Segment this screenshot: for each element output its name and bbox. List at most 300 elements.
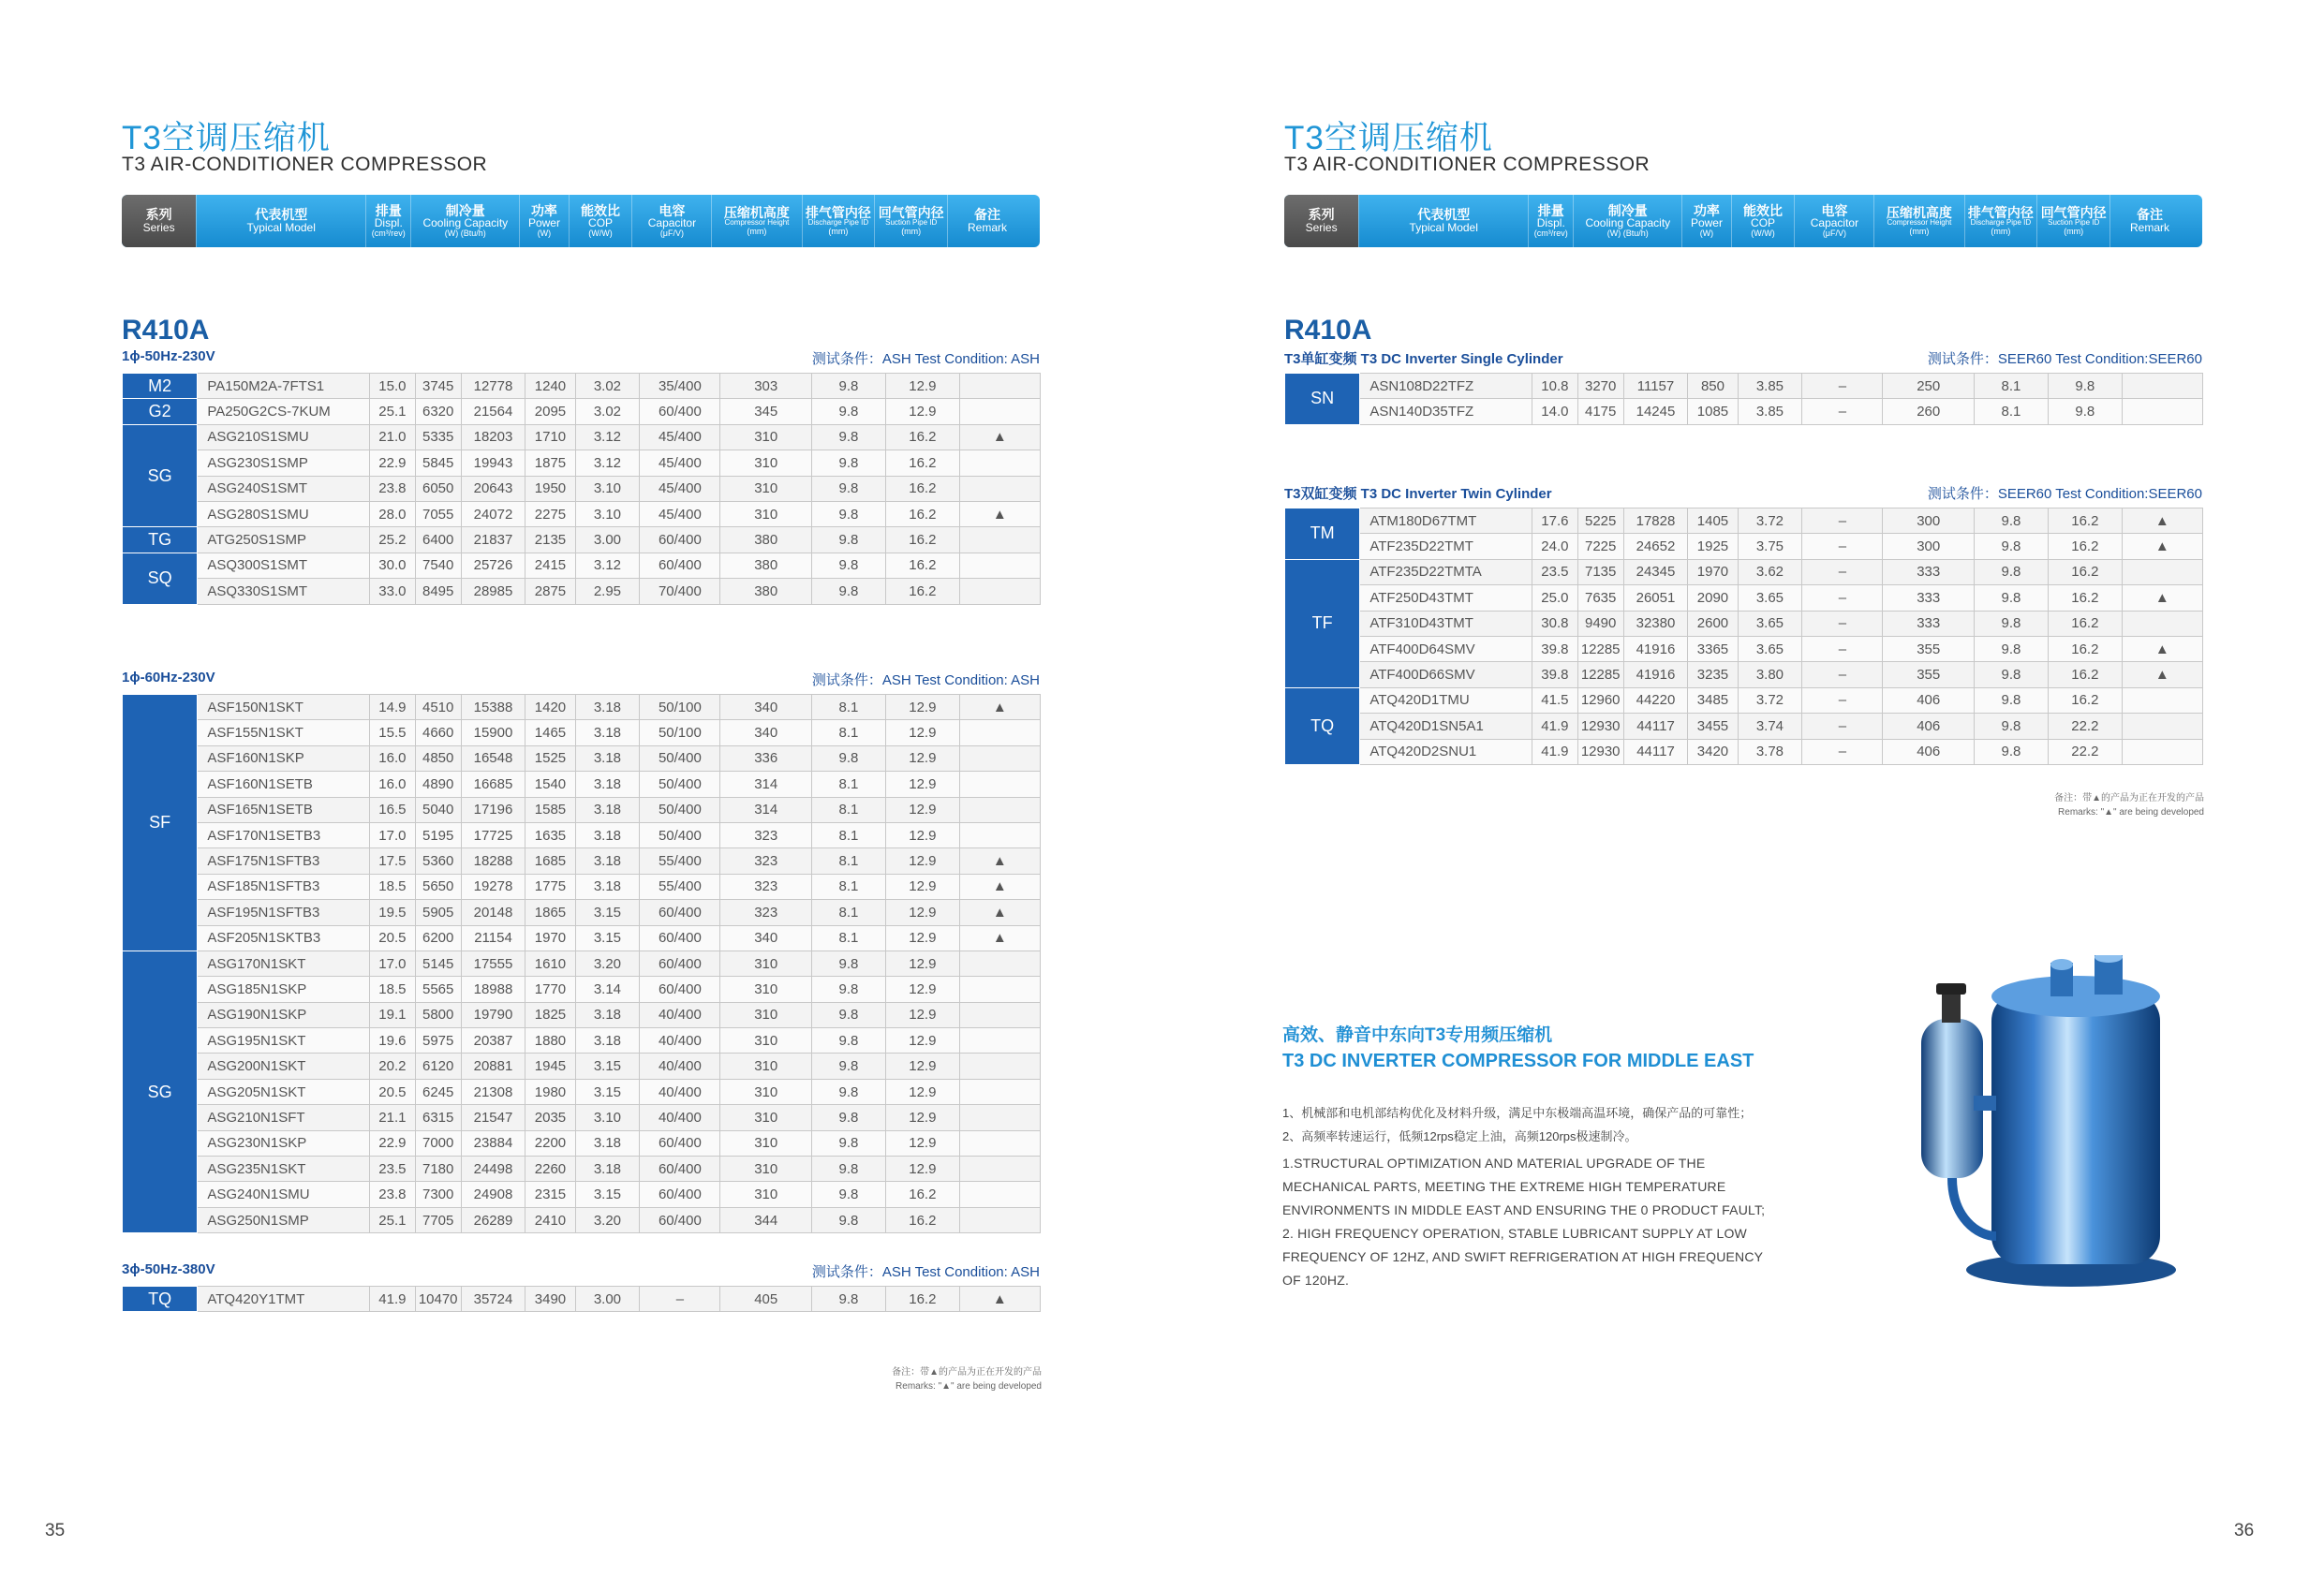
table-row bbox=[123, 1079, 1041, 1104]
value-cell: 16.0 bbox=[370, 745, 416, 771]
series-cell: SQ bbox=[123, 553, 198, 604]
value-cell: 3365 bbox=[1688, 636, 1738, 661]
value-cell: 9.8 bbox=[1975, 636, 2049, 661]
page-title-zh: T3空调压缩机 bbox=[122, 120, 331, 156]
value-cell: 340 bbox=[720, 720, 812, 745]
value-cell: 25.1 bbox=[370, 399, 416, 424]
table-row bbox=[123, 848, 1041, 874]
remark-cell bbox=[959, 745, 1040, 771]
value-cell: 9.8 bbox=[1975, 714, 2049, 739]
header-arrow bbox=[2189, 195, 2202, 247]
series-cell: SF bbox=[123, 695, 198, 951]
value-cell: 310 bbox=[720, 1105, 812, 1130]
value-cell: 3.75 bbox=[1738, 534, 1802, 559]
value-cell: 8.1 bbox=[1975, 399, 2049, 424]
header-label-en: COP bbox=[588, 216, 614, 230]
value-cell: 9.8 bbox=[812, 527, 886, 553]
value-cell: 12.9 bbox=[885, 900, 959, 925]
value-cell: 5195 bbox=[415, 822, 461, 847]
value-cell: 16.2 bbox=[885, 553, 959, 578]
value-cell: 3.15 bbox=[575, 925, 640, 951]
value-cell: 340 bbox=[720, 925, 812, 951]
value-cell: 9.8 bbox=[1975, 585, 2049, 611]
remark-cell: ▲ bbox=[959, 874, 1040, 899]
remark-cell: ▲ bbox=[959, 900, 1040, 925]
value-cell: 1405 bbox=[1688, 508, 1738, 534]
value-cell: 44117 bbox=[1623, 714, 1688, 739]
header-remark bbox=[2109, 195, 2189, 247]
model-cell: ATF250D43TMT bbox=[1360, 585, 1532, 611]
value-cell: 60/400 bbox=[640, 1182, 720, 1207]
value-cell: 5800 bbox=[415, 1002, 461, 1027]
remark-cell bbox=[2122, 399, 2202, 424]
value-cell: 9.8 bbox=[812, 553, 886, 578]
table-row bbox=[123, 925, 1041, 951]
table-header-bar bbox=[122, 195, 1040, 247]
value-cell: 9.8 bbox=[812, 1002, 886, 1027]
model-cell: ASG195N1SKT bbox=[198, 1028, 370, 1054]
value-cell: 60/400 bbox=[640, 925, 720, 951]
header-label-en: Discharge Pipe ID bbox=[1970, 218, 2032, 228]
value-cell: 8.1 bbox=[812, 797, 886, 822]
value-cell: 55/400 bbox=[640, 848, 720, 874]
value-cell: 40/400 bbox=[640, 1105, 720, 1130]
value-cell: 17.0 bbox=[370, 822, 416, 847]
series-cell: M2 bbox=[123, 374, 198, 399]
remark-cell bbox=[2122, 714, 2202, 739]
header-power bbox=[1681, 195, 1730, 247]
feature-line: MECHANICAL PARTS, MEETING THE EXTREME HIGH TEMPERATURE bbox=[1282, 1179, 1726, 1194]
value-cell: 9.8 bbox=[1975, 559, 2049, 584]
value-cell: 9.8 bbox=[812, 1130, 886, 1156]
model-cell: ASG235N1SKT bbox=[198, 1157, 370, 1182]
header-unit: (W/W) bbox=[1751, 228, 1775, 238]
value-cell: 24.0 bbox=[1532, 534, 1578, 559]
table-row bbox=[1285, 508, 2203, 534]
header-label-en: Capacitor bbox=[647, 216, 697, 230]
value-cell: 6315 bbox=[415, 1105, 461, 1130]
value-cell: 1865 bbox=[525, 900, 575, 925]
header-model bbox=[196, 195, 365, 247]
value-cell: 4660 bbox=[415, 720, 461, 745]
value-cell: 310 bbox=[720, 1130, 812, 1156]
value-cell: 355 bbox=[1883, 636, 1975, 661]
value-cell: 7055 bbox=[415, 501, 461, 526]
header-unit: (W/W) bbox=[588, 228, 613, 238]
value-cell: 3.10 bbox=[575, 1105, 640, 1130]
value-cell: 1945 bbox=[525, 1054, 575, 1079]
value-cell: 333 bbox=[1883, 611, 1975, 636]
feature-line: OF 120HZ. bbox=[1282, 1273, 1350, 1288]
table-row bbox=[1285, 739, 2203, 764]
header-label-en: Remark bbox=[2130, 221, 2170, 235]
header-label-en: Suction Pipe ID bbox=[2048, 218, 2100, 228]
value-cell: 8.1 bbox=[812, 772, 886, 797]
value-cell: 41.5 bbox=[1532, 687, 1578, 713]
remark-cell bbox=[959, 951, 1040, 976]
value-cell: 8.1 bbox=[812, 695, 886, 720]
value-cell: 12.9 bbox=[885, 925, 959, 951]
value-cell: 16.2 bbox=[885, 1287, 959, 1312]
remarks-zh: 备注：带▲的产品为正在开发的产品 bbox=[892, 1367, 1042, 1378]
header-label-zh: 系列 bbox=[145, 207, 172, 223]
table-row bbox=[123, 977, 1041, 1002]
value-cell: 3.12 bbox=[575, 553, 640, 578]
header-unit: (mm) bbox=[1909, 226, 1930, 236]
section-header bbox=[122, 348, 1040, 368]
value-cell: 7705 bbox=[415, 1207, 461, 1232]
remark-cell bbox=[959, 797, 1040, 822]
value-cell: 9.8 bbox=[812, 977, 886, 1002]
value-cell: 24652 bbox=[1623, 534, 1688, 559]
model-cell: ATF235D22TMT bbox=[1360, 534, 1532, 559]
header-label-zh: 排气管内径 bbox=[1967, 204, 2034, 220]
value-cell: 3.18 bbox=[575, 822, 640, 847]
value-cell: 12.9 bbox=[885, 1105, 959, 1130]
value-cell: 9.8 bbox=[2048, 374, 2122, 399]
value-cell: 3.85 bbox=[1738, 399, 1802, 424]
value-cell: 9.8 bbox=[812, 1287, 886, 1312]
remark-cell bbox=[959, 527, 1040, 553]
value-cell: 3.10 bbox=[575, 476, 640, 501]
header-power bbox=[519, 195, 568, 247]
remark-cell bbox=[959, 1002, 1040, 1027]
value-cell: 16.2 bbox=[2048, 662, 2122, 687]
value-cell: 3.65 bbox=[1738, 611, 1802, 636]
value-cell: 3.72 bbox=[1738, 508, 1802, 534]
value-cell: 60/400 bbox=[640, 1157, 720, 1182]
value-cell: 323 bbox=[720, 848, 812, 874]
value-cell: 3235 bbox=[1688, 662, 1738, 687]
value-cell: 9.8 bbox=[812, 1054, 886, 1079]
model-cell: ATF400D66SMV bbox=[1360, 662, 1532, 687]
value-cell: 16.2 bbox=[2048, 508, 2122, 534]
value-cell: 9.8 bbox=[812, 1182, 886, 1207]
table-row bbox=[123, 874, 1041, 899]
value-cell: 17.0 bbox=[370, 951, 416, 976]
header-label-en: Suction Pipe ID bbox=[885, 218, 938, 228]
value-cell: 40/400 bbox=[640, 1028, 720, 1054]
header-label-zh: 备注 bbox=[974, 207, 1000, 223]
value-cell: 16.2 bbox=[885, 501, 959, 526]
model-cell: ASF165N1SETB bbox=[198, 797, 370, 822]
value-cell: 3.74 bbox=[1738, 714, 1802, 739]
value-cell: 24908 bbox=[461, 1182, 525, 1207]
header-arrow bbox=[1027, 195, 1040, 247]
section-name: 1ϕ-60Hz-230V bbox=[122, 670, 215, 685]
table-row bbox=[123, 399, 1041, 424]
value-cell: 60/400 bbox=[640, 553, 720, 578]
value-cell: 3.15 bbox=[575, 1079, 640, 1104]
value-cell: 12.9 bbox=[885, 399, 959, 424]
model-cell: ATF235D22TMTA bbox=[1360, 559, 1532, 584]
compressor-photo bbox=[1884, 955, 2193, 1311]
value-cell: 3.15 bbox=[575, 1054, 640, 1079]
value-cell: 21.0 bbox=[370, 424, 416, 450]
header-suction-pipe bbox=[874, 195, 947, 247]
remark-cell bbox=[2122, 559, 2202, 584]
header-label-en: Discharge Pipe ID bbox=[807, 218, 869, 228]
header-label-en: Compressor Height bbox=[1887, 218, 1952, 228]
model-cell: ASG190N1SKP bbox=[198, 1002, 370, 1027]
value-cell: 5650 bbox=[415, 874, 461, 899]
value-cell: 17.5 bbox=[370, 848, 416, 874]
table-row bbox=[123, 374, 1041, 399]
model-cell: ASQ330S1SMT bbox=[198, 579, 370, 604]
table-row bbox=[123, 720, 1041, 745]
value-cell: 1710 bbox=[525, 424, 575, 450]
remarks-en: Remarks: "▲" are being developed bbox=[896, 1381, 1042, 1392]
value-cell: 3.18 bbox=[575, 848, 640, 874]
value-cell: 2090 bbox=[1688, 585, 1738, 611]
header-label-zh: 排气管内径 bbox=[805, 204, 871, 220]
feature-line: 2、高频率转速运行，低频12rps稳定上油，高频120rps极速制冷。 bbox=[1282, 1129, 1637, 1143]
value-cell: 8.1 bbox=[1975, 374, 2049, 399]
feature-title-en: T3 DC INVERTER COMPRESSOR FOR MIDDLE EAST bbox=[1282, 1051, 1754, 1071]
value-cell: 3.15 bbox=[575, 900, 640, 925]
value-cell: 70/400 bbox=[640, 579, 720, 604]
section-name: T3双缸变频 T3 DC Inverter Twin Cylinder bbox=[1284, 486, 1552, 502]
value-cell: 10.8 bbox=[1532, 374, 1578, 399]
series-cell: TG bbox=[123, 527, 198, 553]
value-cell: 60/400 bbox=[640, 1207, 720, 1232]
value-cell: 3745 bbox=[415, 374, 461, 399]
value-cell: 50/400 bbox=[640, 797, 720, 822]
value-cell: 16.2 bbox=[2048, 636, 2122, 661]
value-cell: 250 bbox=[1883, 374, 1975, 399]
value-cell: 3.00 bbox=[575, 1287, 640, 1312]
value-cell: 25.1 bbox=[370, 1207, 416, 1232]
value-cell: 7135 bbox=[1577, 559, 1623, 584]
value-cell: 1880 bbox=[525, 1028, 575, 1054]
header-label-zh: 系列 bbox=[1308, 207, 1335, 223]
table-row bbox=[123, 1207, 1041, 1232]
header-cooling-capacity bbox=[410, 195, 519, 247]
model-cell: ASN140D35TFZ bbox=[1360, 399, 1532, 424]
value-cell: 50/100 bbox=[640, 720, 720, 745]
model-cell: ASG230N1SKP bbox=[198, 1130, 370, 1156]
value-cell: 45/400 bbox=[640, 501, 720, 526]
header-displacement bbox=[365, 195, 410, 247]
value-cell: 3.18 bbox=[575, 1028, 640, 1054]
model-cell: ASF205N1SKTB3 bbox=[198, 925, 370, 951]
value-cell: 406 bbox=[1883, 687, 1975, 713]
value-cell: 6200 bbox=[415, 925, 461, 951]
remark-cell bbox=[959, 720, 1040, 745]
value-cell: 3.14 bbox=[575, 977, 640, 1002]
table-row bbox=[123, 1028, 1041, 1054]
remark-cell bbox=[959, 579, 1040, 604]
header-label-zh: 功率 bbox=[1693, 202, 1720, 218]
series-cell: TQ bbox=[1285, 687, 1360, 764]
value-cell: 18988 bbox=[461, 977, 525, 1002]
value-cell: 1635 bbox=[525, 822, 575, 847]
remarks-note bbox=[731, 1365, 1042, 1393]
value-cell: 28.0 bbox=[370, 501, 416, 526]
value-cell: 3.20 bbox=[575, 1207, 640, 1232]
value-cell: 12.9 bbox=[885, 848, 959, 874]
section-header bbox=[1284, 348, 2202, 368]
remarks-note bbox=[1893, 791, 2204, 819]
remark-cell: ▲ bbox=[959, 695, 1040, 720]
remark-cell: ▲ bbox=[959, 848, 1040, 874]
value-cell: 7635 bbox=[1577, 585, 1623, 611]
value-cell: 26051 bbox=[1623, 585, 1688, 611]
table-row bbox=[1285, 534, 2203, 559]
header-label-zh: 压缩机高度 bbox=[1886, 204, 1952, 220]
header-compressor-height bbox=[1873, 195, 1963, 247]
header-label-en: Typical Model bbox=[1409, 221, 1478, 235]
value-cell: 12.9 bbox=[885, 874, 959, 899]
value-cell: 9.8 bbox=[812, 450, 886, 476]
header-capacitor bbox=[631, 195, 711, 247]
feature-description-en bbox=[1282, 1152, 1882, 1292]
value-cell: 12.9 bbox=[885, 951, 959, 976]
value-cell: 12285 bbox=[1577, 662, 1623, 687]
value-cell: 19943 bbox=[461, 450, 525, 476]
value-cell: 19.5 bbox=[370, 900, 416, 925]
model-cell: ASG240N1SMU bbox=[198, 1182, 370, 1207]
remark-cell bbox=[2122, 374, 2202, 399]
value-cell: 9.8 bbox=[812, 476, 886, 501]
header-unit: (μF/V) bbox=[1822, 228, 1846, 238]
value-cell: 5565 bbox=[415, 977, 461, 1002]
series-cell: SN bbox=[1285, 374, 1360, 425]
value-cell: 1540 bbox=[525, 772, 575, 797]
value-cell: 8.1 bbox=[812, 822, 886, 847]
value-cell: 1950 bbox=[525, 476, 575, 501]
model-cell: PA250G2CS-7KUM bbox=[198, 399, 370, 424]
value-cell: 44117 bbox=[1623, 739, 1688, 764]
value-cell: 11157 bbox=[1623, 374, 1688, 399]
table-row bbox=[1285, 585, 2203, 611]
value-cell: 1610 bbox=[525, 951, 575, 976]
value-cell: 10470 bbox=[415, 1287, 461, 1312]
value-cell: 21154 bbox=[461, 925, 525, 951]
value-cell: 4175 bbox=[1577, 399, 1623, 424]
header-unit: (cm³/rev) bbox=[371, 228, 406, 238]
spec-table bbox=[1284, 508, 2203, 765]
value-cell: 9.8 bbox=[1975, 611, 2049, 636]
value-cell: 20643 bbox=[461, 476, 525, 501]
value-cell: 314 bbox=[720, 772, 812, 797]
value-cell: 16.2 bbox=[2048, 534, 2122, 559]
value-cell: 323 bbox=[720, 822, 812, 847]
value-cell: 1085 bbox=[1688, 399, 1738, 424]
value-cell: 40/400 bbox=[640, 1054, 720, 1079]
value-cell: 345 bbox=[720, 399, 812, 424]
remark-cell bbox=[959, 553, 1040, 578]
value-cell: 18288 bbox=[461, 848, 525, 874]
value-cell: 3.80 bbox=[1738, 662, 1802, 687]
value-cell: 8.1 bbox=[812, 925, 886, 951]
value-cell: 406 bbox=[1883, 714, 1975, 739]
header-label-en: Displ. bbox=[1536, 216, 1565, 230]
model-cell: ASG210N1SFT bbox=[198, 1105, 370, 1130]
table-row bbox=[123, 1105, 1041, 1130]
value-cell: 21547 bbox=[461, 1105, 525, 1130]
page-title-zh: T3空调压缩机 bbox=[1284, 120, 1493, 156]
table-row bbox=[123, 951, 1041, 976]
value-cell: 22.9 bbox=[370, 450, 416, 476]
value-cell: 1875 bbox=[525, 450, 575, 476]
value-cell: 23.8 bbox=[370, 1182, 416, 1207]
series-cell: G2 bbox=[123, 399, 198, 424]
header-cooling-capacity bbox=[1573, 195, 1681, 247]
value-cell: 9.8 bbox=[812, 951, 886, 976]
section-name: 1ϕ-50Hz-230V bbox=[122, 348, 215, 364]
value-cell: – bbox=[1802, 585, 1883, 611]
value-cell: 21308 bbox=[461, 1079, 525, 1104]
value-cell: 50/100 bbox=[640, 695, 720, 720]
value-cell: 8.1 bbox=[812, 874, 886, 899]
remark-cell bbox=[959, 772, 1040, 797]
value-cell: 12.9 bbox=[885, 977, 959, 1002]
remark-cell bbox=[959, 1054, 1040, 1079]
value-cell: 45/400 bbox=[640, 476, 720, 501]
value-cell: 60/400 bbox=[640, 951, 720, 976]
remark-cell: ▲ bbox=[2122, 585, 2202, 611]
table-row bbox=[123, 695, 1041, 720]
refrigerant-label: R410A bbox=[1284, 315, 1372, 346]
feature-line: 2. HIGH FREQUENCY OPERATION, STABLE LUBRICANT SUPPLY AT LOW bbox=[1282, 1226, 1747, 1241]
value-cell: 12778 bbox=[461, 374, 525, 399]
header-unit: (W) (Btu/h) bbox=[444, 228, 486, 238]
page-number: 36 bbox=[2234, 1521, 2255, 1540]
value-cell: 15.5 bbox=[370, 720, 416, 745]
value-cell: 9.8 bbox=[812, 1157, 886, 1182]
value-cell: 12930 bbox=[1577, 714, 1623, 739]
table-row bbox=[123, 1002, 1041, 1027]
value-cell: 15.0 bbox=[370, 374, 416, 399]
remark-cell: ▲ bbox=[959, 424, 1040, 450]
value-cell: 310 bbox=[720, 1079, 812, 1104]
value-cell: 6400 bbox=[415, 527, 461, 553]
value-cell: 4850 bbox=[415, 745, 461, 771]
value-cell: 28985 bbox=[461, 579, 525, 604]
value-cell: 355 bbox=[1883, 662, 1975, 687]
model-cell: ASF155N1SKT bbox=[198, 720, 370, 745]
value-cell: 16548 bbox=[461, 745, 525, 771]
spec-table bbox=[122, 1286, 1041, 1312]
test-condition: 测试条件：ASH Test Condition: ASH bbox=[811, 672, 1040, 688]
remark-cell bbox=[959, 822, 1040, 847]
value-cell: 12.9 bbox=[885, 797, 959, 822]
header-unit: (μF/V) bbox=[659, 228, 684, 238]
header-unit: (W) bbox=[1699, 228, 1714, 238]
value-cell: 310 bbox=[720, 501, 812, 526]
value-cell: 41916 bbox=[1623, 662, 1688, 687]
value-cell: 1925 bbox=[1688, 534, 1738, 559]
value-cell: 39.8 bbox=[1532, 636, 1578, 661]
value-cell: – bbox=[1802, 508, 1883, 534]
model-cell: ATF400D64SMV bbox=[1360, 636, 1532, 661]
value-cell: 9.8 bbox=[812, 1079, 886, 1104]
value-cell: 30.0 bbox=[370, 553, 416, 578]
value-cell: 333 bbox=[1883, 559, 1975, 584]
value-cell: 1970 bbox=[525, 925, 575, 951]
value-cell: 3.65 bbox=[1738, 585, 1802, 611]
value-cell: 12.9 bbox=[885, 1002, 959, 1027]
value-cell: 9.8 bbox=[1975, 534, 2049, 559]
value-cell: 344 bbox=[720, 1207, 812, 1232]
value-cell: 5040 bbox=[415, 797, 461, 822]
model-cell: ATG250S1SMP bbox=[198, 527, 370, 553]
test-condition: 测试条件：SEER60 Test Condition:SEER60 bbox=[1927, 486, 2202, 502]
table-row bbox=[123, 1182, 1041, 1207]
header-label-zh: 代表机型 bbox=[255, 207, 308, 223]
value-cell: 3.85 bbox=[1738, 374, 1802, 399]
